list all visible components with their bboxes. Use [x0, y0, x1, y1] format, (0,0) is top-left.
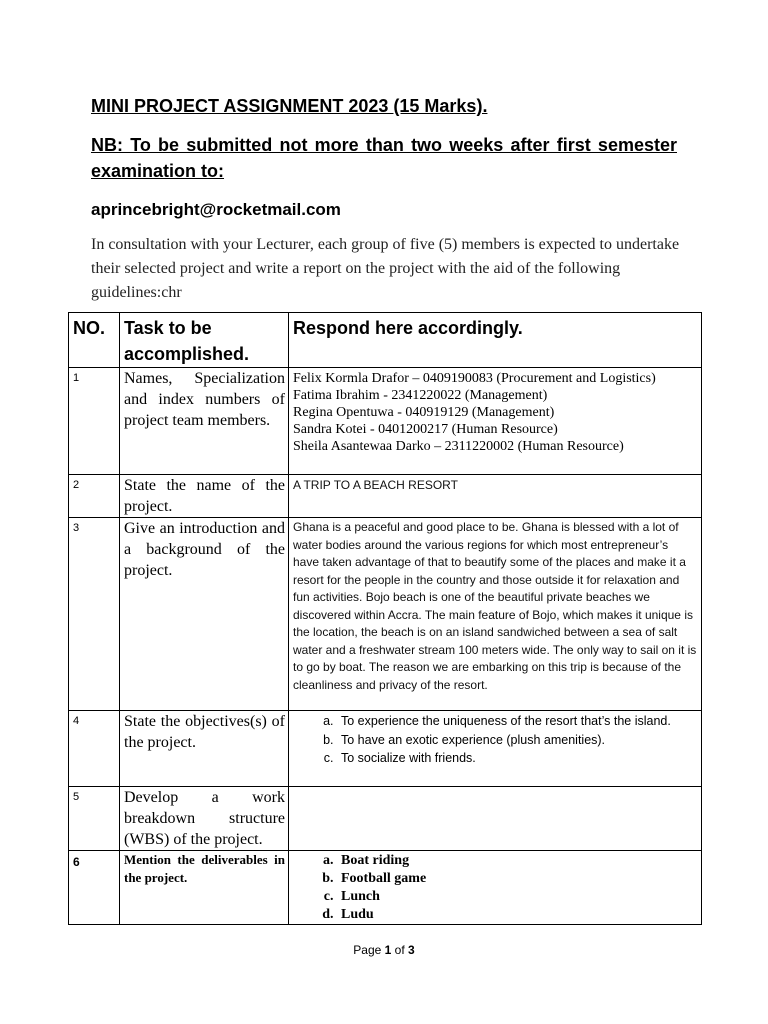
member-line: Regina Opentuwa - 040919129 (Management) — [293, 405, 555, 420]
page-total: 3 — [408, 943, 415, 957]
row-number: 3 — [69, 518, 120, 711]
submission-email: aprincebright@rocketmail.com — [91, 200, 341, 219]
deliverables-list — [293, 852, 697, 924]
list-item: a. To experience the uniqueness of the resort that’s the island. — [337, 712, 697, 731]
project-introduction: Ghana is a peaceful and good place to be. Ghana is blessed with a lot of water bodies around the various regions for which most entrepreneur’s have taken advantage of that to beautify some of the places and make it a resort for the people in the country and those outside it for relaxation and fun activities. Bojo beach is one of the beautiful private beaches we discovered within Accra. The main feature of Bojo, which makes it unique is the location, the beach is on an island sandwiched between a sea of salt water and a freshwater stream 100 meters wide. The only way to sail on it is to go by boat. The reason we are embarking on this trip is because of the cleanliness and privacy of the resort. — [289, 518, 702, 711]
header-task: Task to be accomplished. — [120, 313, 289, 368]
page-label: Page — [353, 943, 382, 957]
member-line: Fatima Ibrahim - 2341220022 (Management) — [293, 388, 548, 403]
header-response: Respond here accordingly. — [289, 313, 702, 368]
list-item: c. Lunch — [337, 888, 697, 906]
wbs-cell — [289, 787, 702, 851]
list-item: a. Boat riding — [337, 852, 697, 870]
page-footer — [0, 943, 768, 957]
row-number: 4 — [69, 711, 120, 787]
table-row — [69, 851, 702, 925]
row-task: Give an introduction and a background of the project. — [120, 518, 289, 711]
row-number: 5 — [69, 787, 120, 851]
table-row — [69, 711, 702, 787]
members-cell — [289, 368, 702, 475]
objectives-list — [293, 712, 697, 768]
row-task: Mention the deliverables in the project. — [120, 851, 289, 925]
member-line: Sandra Kotei - 0401200217 (Human Resource) — [293, 422, 558, 437]
list-item: b. To have an exotic experience (plush amenities). — [337, 731, 697, 750]
objectives-cell — [289, 711, 702, 787]
list-item: d. Ludu — [337, 906, 697, 924]
row-number: 1 — [69, 368, 120, 475]
row-task: State the objectives(s) of the project. — [120, 711, 289, 787]
deliverables-cell — [289, 851, 702, 925]
table-row — [69, 518, 702, 711]
row-task: Names, Specialization and index numbers of project team members. — [120, 368, 289, 475]
list-item: c. To socialize with friends. — [337, 749, 697, 768]
submission-note: NB: To be submitted not more than two weeks after first semester examination to: — [91, 135, 677, 181]
page-current: 1 — [384, 943, 392, 957]
document-title: MINI PROJECT ASSIGNMENT 2023 (15 Marks). — [91, 96, 488, 116]
list-item: b. Football game — [337, 870, 697, 888]
row-number: 6 — [69, 851, 120, 925]
row-task: State the name of the project. — [120, 475, 289, 518]
project-name: A TRIP TO A BEACH RESORT — [289, 475, 702, 518]
member-line: Sheila Asantewaa Darko – 2311220002 (Human Resource) — [293, 439, 624, 454]
row-task: Develop a work breakdown structure (WBS) of the project. — [120, 787, 289, 851]
member-line: Felix Kormla Drafor – 0409190083 (Procurement and Logistics) — [293, 371, 656, 386]
assignment-table — [68, 312, 702, 925]
of-label: of — [394, 943, 405, 957]
row-number: 2 — [69, 475, 120, 518]
intro-paragraph: In consultation with your Lecturer, each group of five (5) members is expected to undertake their selected project and write a report on the project with the aid of the following guidelines:chr — [91, 236, 680, 301]
header-no: NO. — [69, 313, 120, 368]
table-header-row — [69, 313, 702, 368]
table-row — [69, 787, 702, 851]
table-row — [69, 475, 702, 518]
table-row — [69, 368, 702, 475]
